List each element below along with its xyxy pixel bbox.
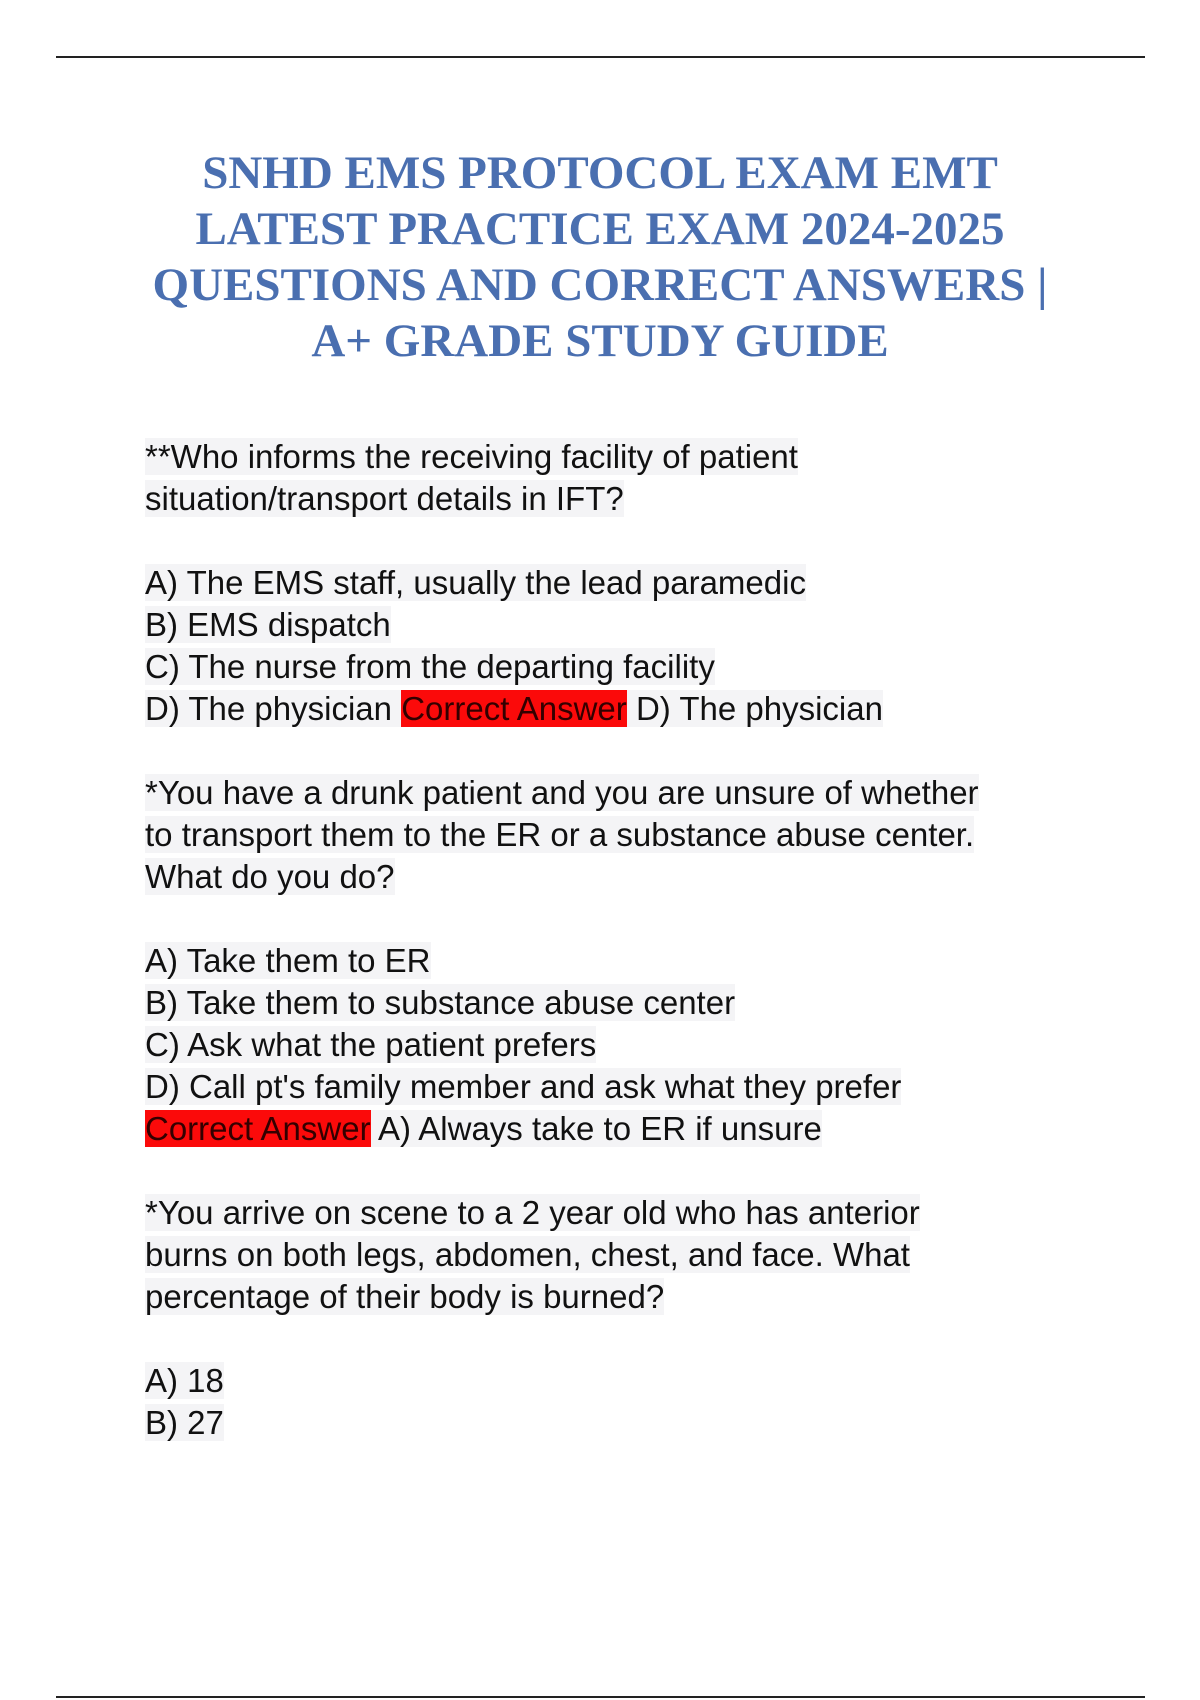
option: C) Ask what the patient prefers bbox=[145, 1026, 597, 1063]
option: B) 27 bbox=[145, 1404, 224, 1441]
question-2-options bbox=[145, 940, 1085, 1150]
option: C) The nurse from the departing facility bbox=[145, 648, 715, 685]
bottom-rule bbox=[56, 1696, 1145, 1698]
option: A) The EMS staff, usually the lead paramedic bbox=[145, 564, 806, 601]
question-3-prompt bbox=[145, 1192, 1085, 1318]
correct-answer-label: Correct Answer bbox=[145, 1110, 371, 1147]
prompt-line: to transport them to the ER or a substance abuse center. bbox=[145, 816, 975, 853]
prompt-line: situation/transport details in IFT? bbox=[145, 480, 624, 517]
top-rule bbox=[56, 56, 1145, 58]
title-line: QUESTIONS AND CORRECT ANSWERS | bbox=[152, 259, 1048, 311]
prompt-line: What do you do? bbox=[145, 858, 395, 895]
answer: D) The physician bbox=[635, 690, 883, 727]
option: B) Take them to substance abuse center bbox=[145, 984, 736, 1021]
prompt-line: *You have a drunk patient and you are unsure of whether bbox=[145, 774, 979, 811]
prompt-line: *You arrive on scene to a 2 year old who has anterior bbox=[145, 1194, 920, 1231]
title-line: A+ GRADE STUDY GUIDE bbox=[311, 315, 889, 367]
question-1-prompt bbox=[145, 436, 1085, 520]
option: D) The physician bbox=[145, 690, 393, 727]
question-1-options bbox=[145, 562, 1085, 730]
document-title bbox=[100, 145, 1100, 369]
question-2-prompt bbox=[145, 772, 1085, 898]
option: A) 18 bbox=[145, 1362, 224, 1399]
prompt-line: **Who informs the receiving facility of patient bbox=[145, 438, 798, 475]
prompt-line: percentage of their body is burned? bbox=[145, 1278, 665, 1315]
prompt-line: burns on both legs, abdomen, chest, and face. What bbox=[145, 1236, 910, 1273]
title-line: SNHD EMS PROTOCOL EXAM EMT bbox=[202, 147, 998, 199]
option: D) Call pt's family member and ask what they prefer bbox=[145, 1068, 902, 1105]
option: B) EMS dispatch bbox=[145, 606, 391, 643]
question-3-options bbox=[145, 1360, 1085, 1444]
title-line: LATEST PRACTICE EXAM 2024-2025 bbox=[195, 203, 1005, 255]
correct-answer-label: Correct Answer bbox=[401, 690, 627, 727]
question-list bbox=[145, 436, 1085, 1486]
answer: A) Always take to ER if unsure bbox=[377, 1110, 822, 1147]
option: A) Take them to ER bbox=[145, 942, 431, 979]
